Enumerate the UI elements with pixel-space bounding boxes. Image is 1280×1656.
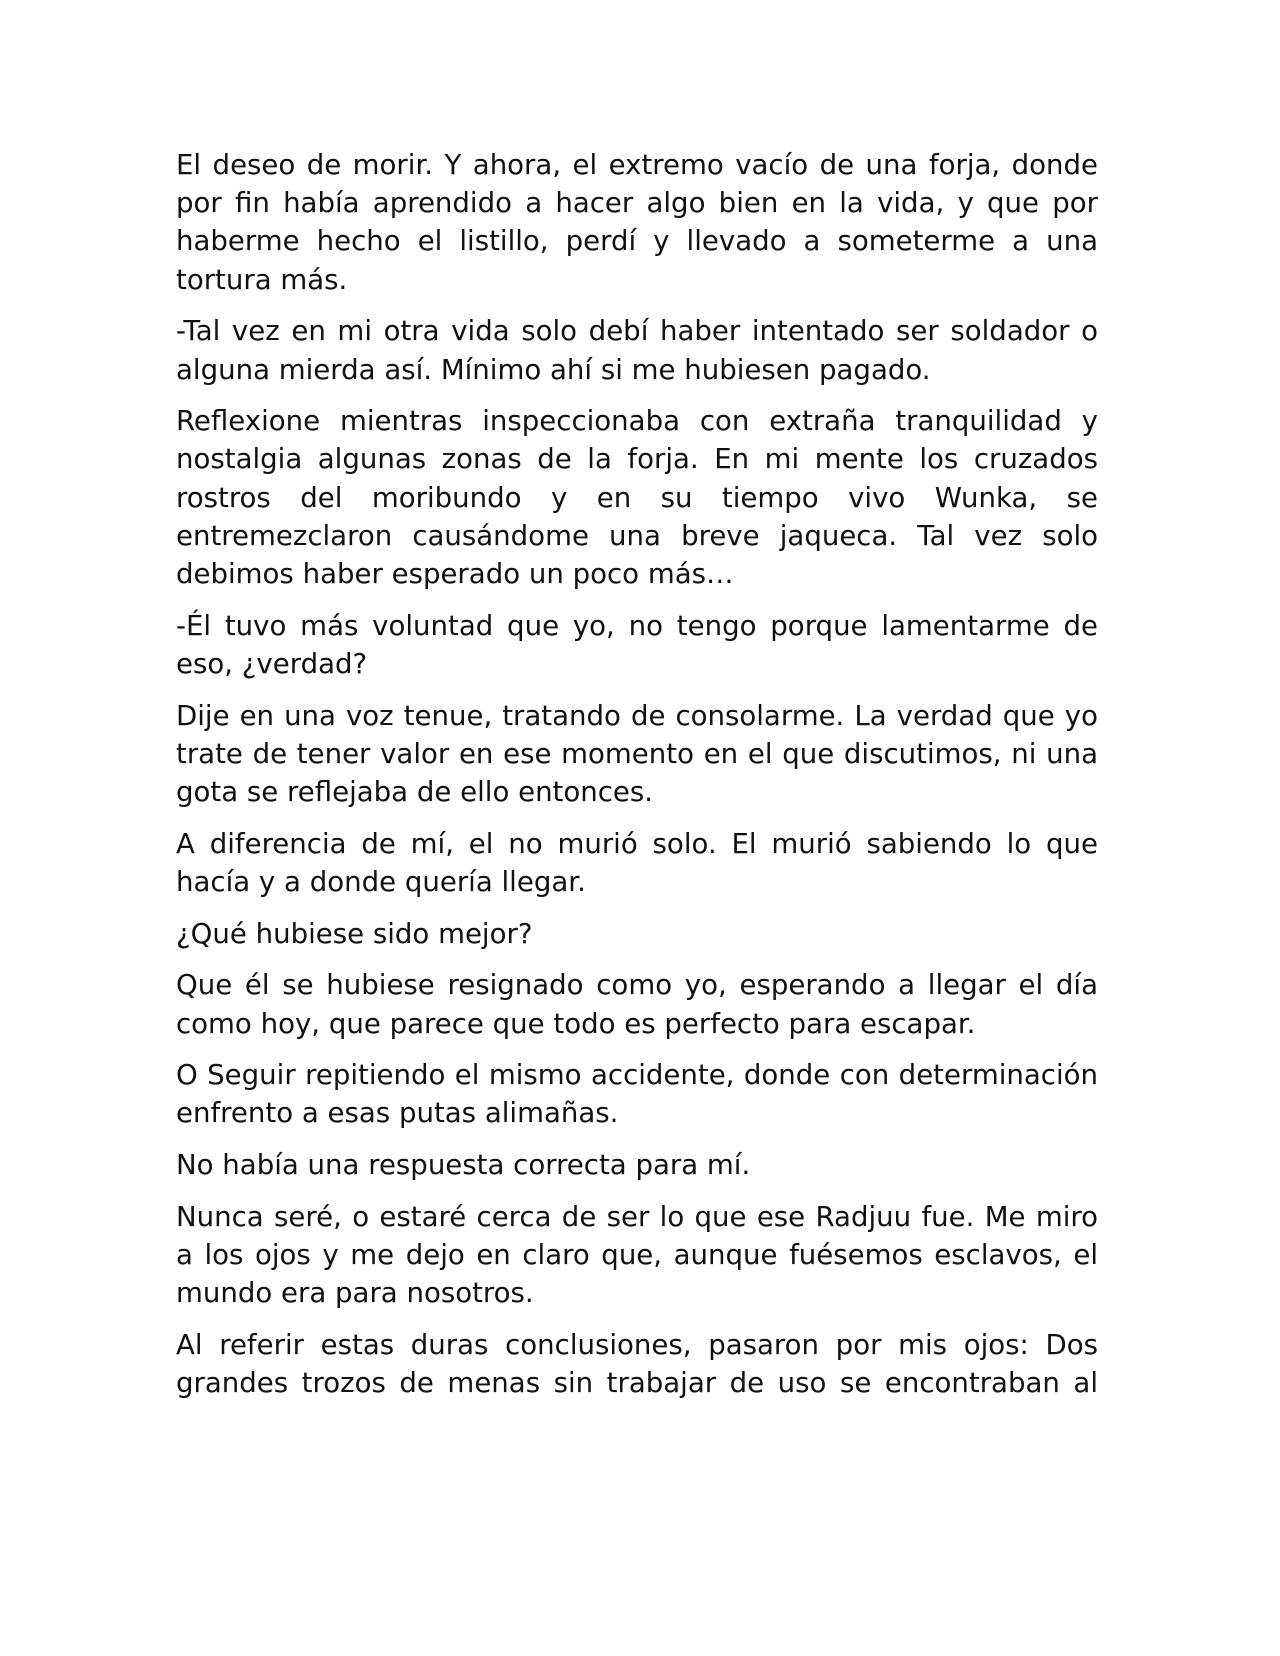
paragraph: -Él tuvo más voluntad que yo, no tengo porque lamentarme de eso, ¿verdad?	[176, 608, 1098, 680]
paragraph: Dije en una voz tenue, tratando de consolarme. La verdad que yo trate de tener valor en ese momento en el que discutimos, ni una gota se reflejaba de ello entonces.	[176, 698, 1098, 809]
paragraph: Reflexione mientras inspeccionaba con extraña tranquilidad y nostalgia algunas zonas de la forja. En mi mente los cruzados rostros del moribundo y en su tiempo vivo Wunka, se entremezclaron causándome una breve jaqueca. Tal vez solo debimos haber esperado un poco más…	[176, 404, 1098, 591]
paragraph: No había una respuesta correcta para mí.	[176, 1148, 751, 1182]
paragraph: O Seguir repitiendo el mismo accidente, donde con determinación enfrento a esas putas alimañas.	[176, 1058, 1098, 1130]
paragraph: El deseo de morir. Y ahora, el extremo vacío de una forja, donde por fin había aprendido a hacer algo bien en la vida, y que por haberme hecho el listillo, perdí y llevado a someterme a una tortura más.	[176, 148, 1098, 296]
paragraph: A diferencia de mí, el no murió solo. El murió sabiendo lo que hacía y a donde quería llegar.	[176, 826, 1098, 898]
paragraph: Nunca seré, o estaré cerca de ser lo que ese Radjuu fue. Me miro a los ojos y me dejo en claro que, aunque fuésemos esclavos, el mundo era para nosotros.	[176, 1199, 1098, 1310]
paragraph: -Tal vez en mi otra vida solo debí haber intentado ser soldador o alguna mierda así. Mínimo ahí si me hubiesen pagado.	[176, 314, 1098, 386]
paragraph: Que él se hubiese resignado como yo, esperando a llegar el día como hoy, que parece que todo es perfecto para escapar.	[176, 968, 1098, 1040]
paragraph: ¿Qué hubiese sido mejor?	[176, 916, 533, 950]
paragraph: Al referir estas duras conclusiones, pasaron por mis ojos: Dos grandes trozos de menas sin trabajar de uso se encontraban al	[176, 1327, 1098, 1400]
document-page	[176, 146, 1098, 1416]
